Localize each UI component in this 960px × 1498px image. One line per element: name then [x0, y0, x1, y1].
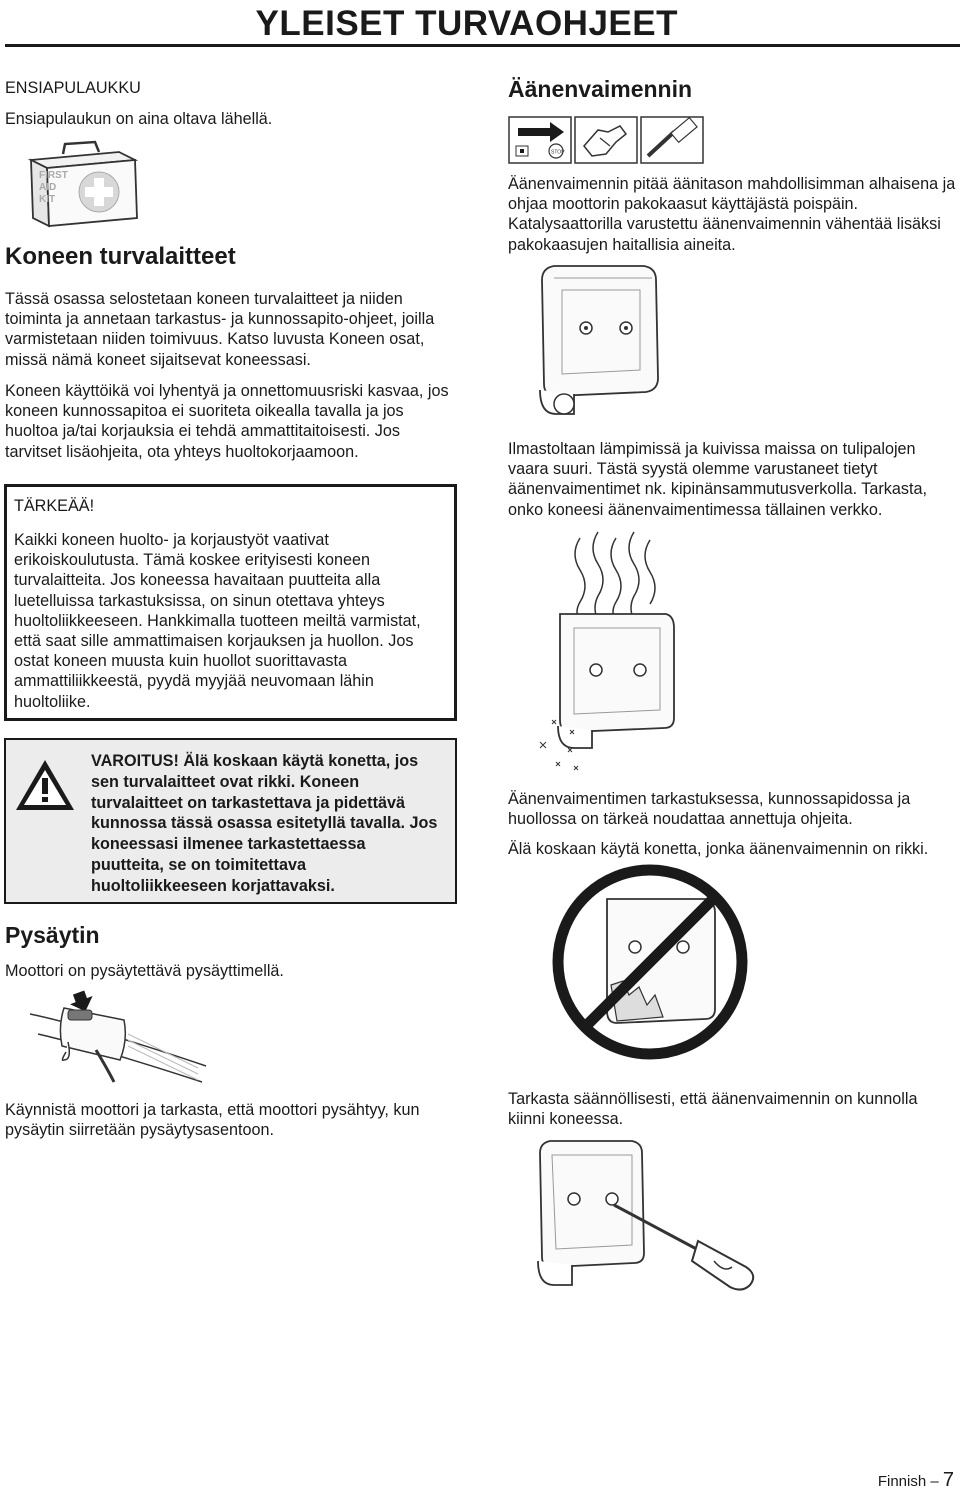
- important-label: TÄRKEÄÄ!: [14, 497, 95, 515]
- stop-switch-text1: Moottori on pysäytettävä pysäyttimellä.: [5, 962, 284, 980]
- stop-switch-title: Pysäytin: [5, 922, 100, 948]
- page-number: 7: [942, 1469, 954, 1491]
- header-rule: [5, 44, 960, 47]
- warning-box: [4, 738, 457, 904]
- warning-text: VAROITUS! Älä koskaan käytä konetta, jos sen turvalaitteet ovat rikki. Koneen turvalaitteet on tarkastettava ja pidettävä kunnossa tässä osassa esitetyllä tavalla. Jos koneessasi ilmenee tarkastettaessa puutteita, se on toimitettava huoltoliikkeeseen korjattavaksi.: [91, 752, 438, 895]
- important-box: [4, 484, 457, 721]
- first-aid-kit-illustration: [25, 138, 140, 230]
- kit-label-first: FIRST: [39, 170, 68, 181]
- warning-triangle-icon: [14, 758, 76, 812]
- spark-arrester-illustration: [530, 530, 680, 780]
- footer-dash: –: [930, 1473, 939, 1490]
- prohibited-broken-muffler-illustration: [545, 855, 755, 1070]
- safety-devices-para1: Tässä osassa selostetaan koneen turvalaitteet ja niiden toiminta ja annetaan tarkastus- ja kunnossapito-ohjeet, joilla varmistetaan niiden toimivuus. Katso luvusta Koneen osat, missä nämä koneet sijaitsevat koneessasi.: [5, 290, 435, 369]
- page-footer: [878, 1469, 954, 1492]
- muffler-para5: Tarkasta säännöllisesti, että äänenvaimennin on kunnolla kiinni koneessa.: [508, 1090, 918, 1129]
- muffler-illustration: [534, 260, 674, 425]
- muffler-para1: Äänenvaimennin pitää äänitason mahdollisimman alhaisena ja ohjaa moottorin pakokaasut käyttäjästä poispäin. Katalysaattorilla varustettu äänenvaimennin vähentää lisäksi pakokaasujen haitallisia aineita.: [508, 175, 956, 254]
- footer-language: Finnish: [877, 1473, 927, 1490]
- safety-devices-title: Koneen turvalaitteet: [5, 243, 236, 270]
- kit-label-aid: AID: [39, 182, 57, 193]
- first-aid-text: Ensiapulaukun on aina oltava lähellä.: [5, 110, 273, 128]
- stop-label: STOP: [551, 149, 565, 156]
- stop-switch-text2: Käynnistä moottori ja tarkasta, että moottori pysähtyy, kun pysäytin siirretään pysäytysasentoon.: [5, 1101, 420, 1140]
- important-text: Kaikki koneen huolto- ja korjaustyöt vaativat erikoiskoulutusta. Tämä koskee erityisesti koneen turvalaitteita. Jos koneessa havaitaan puutteita alla luetelluissa tarkastuksissa, on sinun otettava yhteys huoltoliikkeeseen. Hankkimalla tuotteen meiltä varmistat, että saat sille ammattimaisen korjauksen ja huollon. Jos ostat koneen muusta kuin huollot suorittavasta ammattiliikkeestä, pyydä myyjää neuvomaan lähin huoltoliike.: [14, 531, 421, 711]
- muffler-fastening-check-illustration: [528, 1135, 768, 1305]
- muffler-para2: Ilmastoltaan lämpimissä ja kuivissa maissa on tulipalojen vaara suuri. Tästä syystä olemme varustaneet tietyt äänenvaimentimet nk. kipinänsammutusverkolla. Tarkasta, onko koneesi äänenvaimentimessa tällainen verkko.: [508, 440, 927, 519]
- muffler-icons-strip: [508, 116, 708, 166]
- first-aid-heading: ENSIAPULAUKKU: [5, 79, 141, 97]
- kit-label-kit: KIT: [39, 194, 56, 205]
- muffler-para4: Älä koskaan käytä konetta, jonka äänenvaimennin on rikki.: [508, 840, 929, 858]
- stop-switch-illustration: [28, 990, 208, 1085]
- safety-devices-para2: Koneen käyttöikä voi lyhentyä ja onnettomuusriski kasvaa, jos koneen kunnossapitoa ei suoriteta oikealla tavalla ja jos huoltoa ja/tai korjauksia ei tehdä ammattitaitoisesti. Jos tarvitset lisäohjeita, ota yhteys huoltokorjaamoon.: [5, 382, 449, 461]
- muffler-para3: Äänenvaimentimen tarkastuksessa, kunnossapidossa ja huollossa on tärkeä noudattaa annettuja ohjeita.: [508, 790, 911, 829]
- page-header-title: YLEISET TURVAOHJEET: [255, 4, 678, 43]
- muffler-title: Äänenvaimennin: [508, 76, 693, 102]
